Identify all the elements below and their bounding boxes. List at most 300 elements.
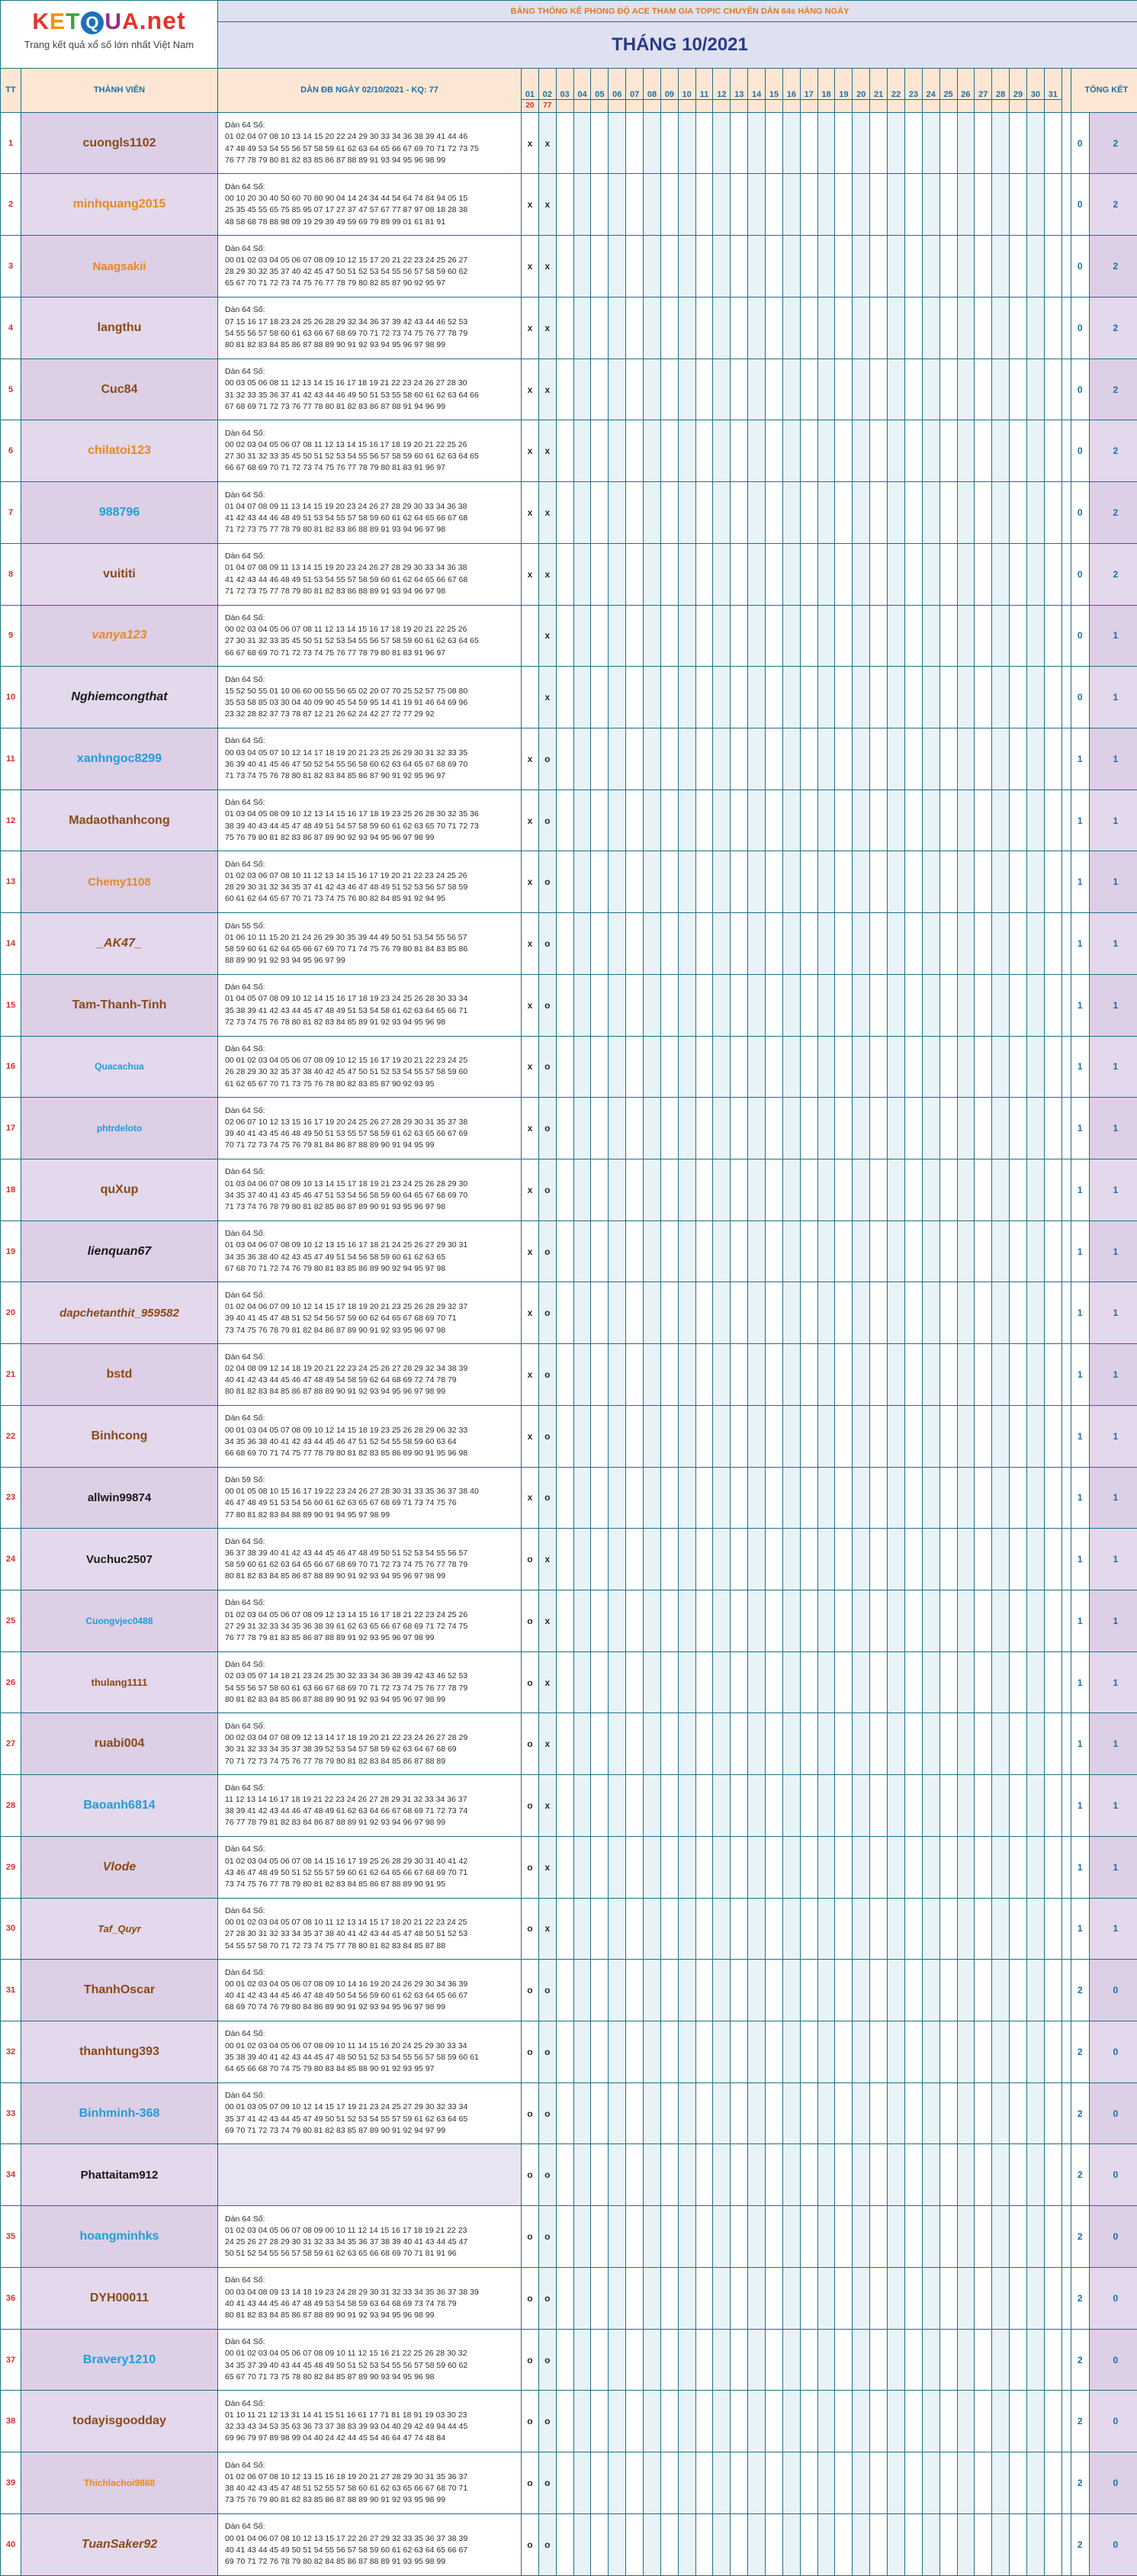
row-index: 16 <box>1 1036 21 1098</box>
row-index: 11 <box>1 728 21 790</box>
day-mark: o <box>538 2513 556 2575</box>
day-mark <box>695 1220 713 1282</box>
day-mark <box>975 2452 992 2514</box>
member-row <box>1 1036 1137 1098</box>
day-mark <box>748 1775 766 1837</box>
hit-count: 1 <box>1089 1713 1137 1775</box>
day-mark <box>870 2082 888 2144</box>
day-mark <box>835 359 853 420</box>
day-mark <box>939 1282 957 1344</box>
day-mark <box>975 420 992 482</box>
dan-line: 61 62 65 67 70 71 73 75 76 78 80 82 83 85 87 90 92 93 95 <box>225 1079 435 1089</box>
dan-label: Dàn 64 Số: <box>225 982 265 992</box>
day-mark <box>1010 2513 1027 2575</box>
day-mark <box>1026 2021 1044 2083</box>
day-mark <box>556 1344 573 1406</box>
day-mark <box>695 420 713 482</box>
member-name[interactable]: langthu <box>21 297 218 359</box>
day-mark <box>835 790 853 851</box>
day-mark <box>870 1898 888 1960</box>
header-tt: TT <box>1 69 21 113</box>
day-mark <box>713 790 731 851</box>
day-mark <box>748 2391 766 2452</box>
member-name[interactable]: Cuc84 <box>21 359 218 420</box>
day-mark <box>748 359 766 420</box>
day-mark <box>835 1713 853 1775</box>
dan-line: 02 06 07 10 12 13 15 16 17 19 20 24 25 26 27 28 29 30 31 35 37 38 <box>225 1117 468 1127</box>
day-mark <box>782 1405 800 1467</box>
day-mark <box>695 1098 713 1159</box>
day-mark <box>1044 1098 1062 1159</box>
dan-numbers <box>218 2513 522 2575</box>
day-mark <box>975 174 992 236</box>
day-mark <box>660 2452 678 2514</box>
dan-line: 40 41 42 43 44 45 46 47 48 49 50 54 56 59 60 61 62 63 64 65 66 67 <box>225 1991 468 2001</box>
day-mark <box>835 1220 853 1282</box>
member-name[interactable]: Cuongvjec0488 <box>21 1590 218 1652</box>
row-index: 39 <box>1 2452 21 2514</box>
day-mark <box>573 1344 591 1406</box>
day-mark <box>939 1651 957 1713</box>
day-mark <box>766 1405 783 1467</box>
day-mark <box>888 667 905 728</box>
day-mark: o <box>538 2021 556 2083</box>
day-mark <box>975 482 992 544</box>
day-mark <box>817 1098 835 1159</box>
day-mark <box>591 482 609 544</box>
member-name[interactable]: Binhminh-368 <box>21 2082 218 2144</box>
day-mark <box>626 236 644 297</box>
day-mark <box>939 1220 957 1282</box>
day-mark <box>556 1590 573 1652</box>
row-index: 24 <box>1 1529 21 1590</box>
day-mark <box>975 1467 992 1529</box>
dan-line: 00 02 03 04 07 08 09 12 13 14 17 18 19 20 21 22 23 24 26 27 28 29 <box>225 1733 468 1743</box>
member-name[interactable]: bstd <box>21 1344 218 1406</box>
member-name[interactable]: cuongls1102 <box>21 112 218 174</box>
day-mark <box>695 790 713 851</box>
day-mark <box>817 2267 835 2329</box>
day-mark <box>695 2391 713 2452</box>
day-mark <box>1044 297 1062 359</box>
day-mark <box>1044 605 1062 667</box>
member-name[interactable]: dapchetanthit_959582 <box>21 1282 218 1344</box>
day-mark <box>713 1775 731 1837</box>
day-mark <box>817 1467 835 1529</box>
day-mark <box>626 2329 644 2391</box>
gap-cell <box>1062 1220 1071 1282</box>
gap-cell <box>1062 1713 1071 1775</box>
day-mark <box>1026 1405 1044 1467</box>
day-mark <box>660 1775 678 1837</box>
day-mark <box>922 1529 939 1590</box>
day-mark <box>766 2021 783 2083</box>
dan-line: 28 29 30 32 35 37 40 42 45 47 50 51 52 53 54 55 56 57 58 59 60 62 <box>225 267 468 277</box>
day-mark <box>853 482 870 544</box>
day-mark <box>644 2144 661 2206</box>
day-mark <box>1026 1651 1044 1713</box>
day-result <box>678 99 695 112</box>
day-mark <box>573 1467 591 1529</box>
day-header: 13 <box>731 69 748 99</box>
dan-label: Dàn 64 Số: <box>225 674 265 684</box>
day-mark <box>644 1405 661 1467</box>
day-mark <box>1044 1713 1062 1775</box>
member-name[interactable]: chilatoi123 <box>21 420 218 482</box>
day-mark <box>695 1036 713 1098</box>
day-mark <box>713 728 731 790</box>
day-mark <box>644 174 661 236</box>
day-mark <box>556 1405 573 1467</box>
member-name[interactable]: thulang1111 <box>21 1651 218 1713</box>
day-mark <box>800 2267 817 2329</box>
day-mark <box>1026 1282 1044 1344</box>
day-mark <box>957 174 975 236</box>
day-mark <box>678 1159 695 1220</box>
day-mark <box>695 913 713 975</box>
row-index: 31 <box>1 1960 21 2021</box>
day-mark <box>853 1220 870 1282</box>
day-result <box>888 99 905 112</box>
day-mark <box>626 605 644 667</box>
day-mark <box>713 2391 731 2452</box>
dan-line: 80 81 82 83 84 85 86 87 88 89 90 91 92 93 94 95 96 97 98 99 <box>225 340 446 349</box>
member-name[interactable]: Thichlachoi9868 <box>21 2452 218 2514</box>
dan-line: 76 77 78 79 81 82 83 84 86 87 88 89 91 92 93 94 96 97 98 99 <box>225 1818 446 1828</box>
member-name[interactable]: Chemy1108 <box>21 851 218 913</box>
day-mark <box>853 1467 870 1529</box>
member-name[interactable]: hoangminhks <box>21 2206 218 2268</box>
day-mark <box>573 1220 591 1282</box>
member-name[interactable]: TuanSaker92 <box>21 2513 218 2575</box>
day-mark <box>939 1775 957 1837</box>
day-mark <box>939 1467 957 1529</box>
member-name[interactable]: Nghiemcongthat <box>21 667 218 728</box>
dan-line: 40 41 42 43 44 45 46 47 48 49 54 58 59 62 64 68 69 72 74 78 79 <box>225 1375 457 1384</box>
day-mark <box>556 1713 573 1775</box>
day-mark <box>556 1098 573 1159</box>
day-mark <box>922 297 939 359</box>
member-name[interactable]: todayisgoodday <box>21 2391 218 2452</box>
dan-numbers <box>218 359 522 420</box>
day-mark <box>992 1590 1010 1652</box>
day-mark <box>1044 1960 1062 2021</box>
day-mark <box>904 1282 922 1344</box>
day-result <box>782 99 800 112</box>
dan-line: 65 67 70 71 72 73 74 75 76 77 78 79 80 82 85 87 90 92 95 97 <box>225 278 446 288</box>
day-mark <box>888 1344 905 1406</box>
dan-line: 23 32 28 82 37 73 78 87 12 21 26 62 24 42 27 72 77 29 92 <box>225 709 435 719</box>
day-mark <box>556 1036 573 1098</box>
day-mark <box>713 1098 731 1159</box>
day-mark <box>556 1220 573 1282</box>
day-mark <box>644 1590 661 1652</box>
dan-label: Dàn 64 Số: <box>225 1167 265 1177</box>
dan-label: Dàn 64 Số: <box>225 1598 265 1608</box>
day-mark <box>766 1467 783 1529</box>
day-mark: x <box>522 543 539 605</box>
member-name[interactable]: quXup <box>21 1159 218 1220</box>
member-name[interactable]: 988796 <box>21 482 218 544</box>
day-mark <box>1044 174 1062 236</box>
day-mark <box>556 1775 573 1837</box>
dan-line: 01 02 06 07 08 10 12 13 15 16 18 19 20 21 27 28 29 30 31 35 36 37 <box>225 2471 468 2481</box>
day-mark: o <box>538 913 556 975</box>
miss-count: 0 <box>1071 297 1089 359</box>
day-mark <box>626 1282 644 1344</box>
member-name[interactable]: Vuchuc2507 <box>21 1529 218 1590</box>
day-mark: o <box>538 1098 556 1159</box>
day-mark <box>800 482 817 544</box>
day-mark <box>957 1651 975 1713</box>
day-mark <box>713 1651 731 1713</box>
day-mark <box>644 1467 661 1529</box>
day-mark <box>626 913 644 975</box>
day-mark <box>870 2021 888 2083</box>
day-mark <box>888 2513 905 2575</box>
day-mark: x <box>522 174 539 236</box>
member-name[interactable]: Phattaitam912 <box>21 2144 218 2206</box>
hit-count: 1 <box>1089 605 1137 667</box>
day-mark: x <box>522 112 539 174</box>
dan-line: 01 02 03 04 05 06 07 08 09 00 10 11 12 14 15 16 17 18 19 21 22 23 <box>225 2225 467 2235</box>
day-mark <box>922 2144 939 2206</box>
member-row <box>1 728 1137 790</box>
day-mark <box>957 667 975 728</box>
row-index: 3 <box>1 236 21 297</box>
day-mark <box>591 913 609 975</box>
day-mark <box>888 851 905 913</box>
dan-line: 48 58 68 78 88 98 09 19 29 39 49 59 69 79 89 99 01 61 81 91 <box>225 217 446 227</box>
day-mark <box>731 1159 748 1220</box>
member-name[interactable]: Tam-Thanh-Tinh <box>21 974 218 1036</box>
member-name[interactable]: phtrdeloto <box>21 1098 218 1159</box>
day-mark <box>817 913 835 975</box>
day-mark <box>713 605 731 667</box>
dan-label: Dàn 64 Số: <box>225 2460 265 2470</box>
day-mark <box>766 1775 783 1837</box>
day-mark <box>644 543 661 605</box>
day-mark <box>782 482 800 544</box>
dan-line: 01 02 04 06 07 09 10 12 14 15 17 18 19 20 21 23 25 26 28 29 32 37 <box>225 1302 468 1312</box>
day-mark <box>975 2144 992 2206</box>
day-mark <box>957 543 975 605</box>
day-mark <box>992 236 1010 297</box>
dan-line: 11 12 13 14 16 17 18 19 21 22 23 24 26 27 28 29 31 32 33 34 36 37 <box>225 1794 467 1804</box>
day-mark <box>817 1220 835 1282</box>
day-mark <box>870 2513 888 2575</box>
member-name[interactable]: ruabi004 <box>21 1713 218 1775</box>
dan-line: 28 29 30 31 32 34 35 37 41 42 43 46 47 48 49 51 52 53 56 57 58 59 <box>225 883 468 892</box>
member-name[interactable]: _AK47_ <box>21 913 218 975</box>
dan-line: 01 02 03 04 05 06 07 08 09 12 13 14 15 16 17 18 21 22 23 24 25 26 <box>225 1610 468 1619</box>
day-mark: o <box>538 974 556 1036</box>
member-name[interactable]: Naagsakii <box>21 236 218 297</box>
day-mark <box>835 974 853 1036</box>
gap-cell <box>1062 1467 1071 1529</box>
dan-line: 40 41 43 44 45 49 50 51 54 55 56 57 58 59 60 61 62 63 64 65 66 67 <box>225 2545 468 2555</box>
member-name[interactable]: Baoanh6814 <box>21 1775 218 1837</box>
day-mark <box>817 359 835 420</box>
day-mark <box>591 2082 609 2144</box>
member-name[interactable]: thanhtung393 <box>21 2021 218 2083</box>
day-mark <box>800 605 817 667</box>
day-mark <box>678 1405 695 1467</box>
member-name[interactable]: minhquang2015 <box>21 174 218 236</box>
day-mark <box>835 112 853 174</box>
day-mark <box>1010 1282 1027 1344</box>
row-index: 38 <box>1 2391 21 2452</box>
dan-numbers <box>218 2452 522 2514</box>
day-mark <box>1010 1098 1027 1159</box>
day-mark <box>922 1775 939 1837</box>
day-mark <box>782 2391 800 2452</box>
day-mark <box>1010 1467 1027 1529</box>
day-mark <box>975 2267 992 2329</box>
day-mark <box>975 1898 992 1960</box>
row-index: 27 <box>1 1713 21 1775</box>
day-mark: x <box>538 1836 556 1898</box>
day-mark <box>992 2082 1010 2144</box>
day-mark <box>817 1282 835 1344</box>
member-name[interactable]: vuititi <box>21 543 218 605</box>
day-mark <box>591 1960 609 2021</box>
day-result <box>939 99 957 112</box>
day-mark <box>660 2391 678 2452</box>
day-mark <box>922 1651 939 1713</box>
dan-line: 67 68 69 71 72 73 76 77 78 80 81 82 83 86 87 88 91 94 96 99 <box>225 401 446 411</box>
day-mark <box>975 1036 992 1098</box>
member-name[interactable]: lienquan67 <box>21 1220 218 1282</box>
day-mark <box>1026 1036 1044 1098</box>
day-mark <box>835 297 853 359</box>
day-mark <box>1026 1590 1044 1652</box>
day-mark <box>1044 1282 1062 1344</box>
day-result <box>713 99 731 112</box>
member-name[interactable]: vanya123 <box>21 605 218 667</box>
day-mark <box>888 2391 905 2452</box>
dan-line: 46 47 48 49 51 53 54 56 60 61 62 63 65 67 68 69 71 73 74 75 76 <box>225 1498 457 1508</box>
gap-cell <box>1062 2082 1071 2144</box>
day-mark: x <box>538 236 556 297</box>
day-mark <box>556 1529 573 1590</box>
day-mark <box>800 2144 817 2206</box>
day-mark <box>992 1282 1010 1344</box>
day-mark <box>835 913 853 975</box>
day-mark <box>1044 851 1062 913</box>
day-mark <box>992 2267 1010 2329</box>
day-mark <box>817 1344 835 1406</box>
dan-label: Dàn 64 Số: <box>225 243 265 253</box>
day-mark <box>782 851 800 913</box>
hit-count: 1 <box>1089 728 1137 790</box>
day-mark <box>660 1960 678 2021</box>
day-mark: o <box>522 1651 539 1713</box>
day-mark <box>888 174 905 236</box>
member-name[interactable]: Bravery1210 <box>21 2329 218 2391</box>
day-mark <box>1026 236 1044 297</box>
day-mark <box>1044 667 1062 728</box>
day-mark <box>556 2513 573 2575</box>
dan-line: 70 71 72 73 74 75 76 77 78 79 80 81 82 83 84 85 86 87 88 89 <box>225 1756 446 1766</box>
day-mark <box>1026 728 1044 790</box>
day-mark <box>904 790 922 851</box>
day-mark <box>626 112 644 174</box>
day-mark <box>1010 728 1027 790</box>
day-mark <box>957 359 975 420</box>
member-name[interactable]: ThanhOscar <box>21 1960 218 2021</box>
day-mark <box>817 482 835 544</box>
day-mark <box>766 1036 783 1098</box>
day-mark <box>678 2391 695 2452</box>
hit-count: 1 <box>1089 1344 1137 1406</box>
day-mark <box>922 728 939 790</box>
day-mark <box>1044 2144 1062 2206</box>
day-mark <box>609 790 626 851</box>
dan-line: 26 28 29 30 32 35 37 38 40 42 45 47 50 51 52 53 54 55 57 58 59 60 <box>225 1067 468 1077</box>
dan-label: Dàn 64 Số: <box>225 305 265 315</box>
member-name[interactable]: Taf_Quyr <box>21 1898 218 1960</box>
day-mark <box>748 2267 766 2329</box>
day-mark <box>870 2267 888 2329</box>
day-mark <box>609 913 626 975</box>
member-name[interactable]: Vlode <box>21 1836 218 1898</box>
day-header: 22 <box>888 69 905 99</box>
day-mark <box>888 790 905 851</box>
day-mark <box>591 2391 609 2452</box>
day-mark <box>870 1529 888 1590</box>
day-mark <box>660 1651 678 1713</box>
member-name[interactable]: Quacachua <box>21 1036 218 1098</box>
day-mark <box>1010 1590 1027 1652</box>
day-mark <box>609 2452 626 2514</box>
miss-count: 1 <box>1071 1898 1089 1960</box>
miss-count: 2 <box>1071 2513 1089 2575</box>
member-name[interactable]: xanhngoc8299 <box>21 728 218 790</box>
day-mark <box>678 1590 695 1652</box>
day-mark <box>573 236 591 297</box>
day-mark <box>870 667 888 728</box>
day-mark <box>695 1775 713 1837</box>
day-mark <box>748 605 766 667</box>
day-mark <box>975 667 992 728</box>
day-mark <box>817 790 835 851</box>
day-mark <box>904 2329 922 2391</box>
member-row <box>1 1220 1137 1282</box>
logo-net: .net <box>139 7 186 34</box>
day-mark <box>800 1467 817 1529</box>
day-mark <box>556 2391 573 2452</box>
day-mark <box>609 236 626 297</box>
gap-cell <box>1062 1405 1071 1467</box>
member-name[interactable]: Binhcong <box>21 1405 218 1467</box>
dan-label: Dàn 64 Số: <box>225 1967 265 1977</box>
day-mark <box>1044 482 1062 544</box>
day-mark <box>626 2144 644 2206</box>
ketqua-logo[interactable] <box>1 1 218 69</box>
day-mark <box>975 605 992 667</box>
day-mark <box>922 1159 939 1220</box>
dan-label: Dàn 64 Số: <box>225 1536 265 1546</box>
dan-line: 69 70 71 72 76 78 79 80 82 84 85 86 87 88 89 91 93 95 98 99 <box>225 2557 446 2567</box>
member-name[interactable]: DYH00011 <box>21 2267 218 2329</box>
day-header: 31 <box>1044 69 1062 99</box>
day-mark <box>957 2267 975 2329</box>
member-name[interactable]: Madaothanhcong <box>21 790 218 851</box>
day-mark <box>957 2329 975 2391</box>
day-mark <box>695 359 713 420</box>
member-name[interactable]: allwin99874 <box>21 1467 218 1529</box>
